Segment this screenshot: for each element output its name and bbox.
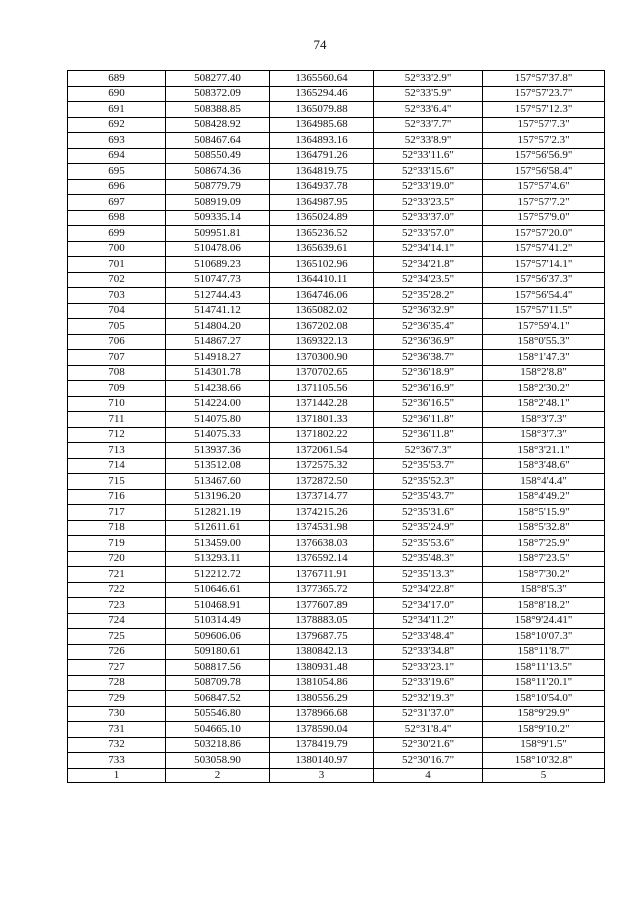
y-coordinate-cell: 1376638.03 bbox=[270, 536, 374, 552]
y-coordinate-cell: 1380556.29 bbox=[270, 691, 374, 707]
point-number-cell: 690 bbox=[68, 86, 166, 102]
longitude-cell: 158°5'15.9" bbox=[483, 505, 605, 521]
latitude-cell: 52°33'11.6" bbox=[374, 148, 483, 164]
point-number-cell: 726 bbox=[68, 644, 166, 660]
point-number-cell: 704 bbox=[68, 303, 166, 319]
point-number-cell: 694 bbox=[68, 148, 166, 164]
longitude-cell: 157°56'54.4" bbox=[483, 288, 605, 304]
longitude-cell: 158°11'8.7" bbox=[483, 644, 605, 660]
table-row bbox=[68, 520, 605, 536]
longitude-cell: 157°57'20.0" bbox=[483, 226, 605, 242]
longitude-cell: 158°10'32.8" bbox=[483, 753, 605, 769]
latitude-cell: 52°34'14.1" bbox=[374, 241, 483, 257]
latitude-cell: 52°33'23.5" bbox=[374, 195, 483, 211]
y-coordinate-cell: 1365024.89 bbox=[270, 210, 374, 226]
y-coordinate-cell: 1364937.78 bbox=[270, 179, 374, 195]
longitude-cell: 158°10'54.0" bbox=[483, 691, 605, 707]
point-number-cell: 712 bbox=[68, 427, 166, 443]
table-row bbox=[68, 350, 605, 366]
x-coordinate-cell: 509606.06 bbox=[166, 629, 270, 645]
point-number-cell: 717 bbox=[68, 505, 166, 521]
latitude-cell: 52°33'19.6" bbox=[374, 675, 483, 691]
point-number-cell: 696 bbox=[68, 179, 166, 195]
latitude-cell: 52°33'2.9" bbox=[374, 71, 483, 87]
longitude-cell: 158°2'30.2" bbox=[483, 381, 605, 397]
longitude-cell: 158°10'07.3" bbox=[483, 629, 605, 645]
table-row bbox=[68, 241, 605, 257]
x-coordinate-cell: 513467.60 bbox=[166, 474, 270, 490]
latitude-cell: 52°33'6.4" bbox=[374, 102, 483, 118]
point-number-cell: 701 bbox=[68, 257, 166, 273]
latitude-cell: 52°36'18.9" bbox=[374, 365, 483, 381]
y-coordinate-cell: 1371442.28 bbox=[270, 396, 374, 412]
y-coordinate-cell: 1364746.06 bbox=[270, 288, 374, 304]
table-body bbox=[68, 71, 605, 769]
x-coordinate-cell: 513459.00 bbox=[166, 536, 270, 552]
y-coordinate-cell: 1365294.46 bbox=[270, 86, 374, 102]
x-coordinate-cell: 503058.90 bbox=[166, 753, 270, 769]
latitude-cell: 52°36'16.5" bbox=[374, 396, 483, 412]
column-number-row bbox=[68, 768, 605, 782]
y-coordinate-cell: 1364819.75 bbox=[270, 164, 374, 180]
table-row bbox=[68, 613, 605, 629]
latitude-cell: 52°35'24.9" bbox=[374, 520, 483, 536]
point-number-cell: 720 bbox=[68, 551, 166, 567]
point-number-cell: 715 bbox=[68, 474, 166, 490]
y-coordinate-cell: 1365082.02 bbox=[270, 303, 374, 319]
longitude-cell: 157°57'37.8" bbox=[483, 71, 605, 87]
table-row bbox=[68, 179, 605, 195]
longitude-cell: 158°9'29.9" bbox=[483, 706, 605, 722]
point-number-cell: 727 bbox=[68, 660, 166, 676]
y-coordinate-cell: 1378419.79 bbox=[270, 737, 374, 753]
point-number-cell: 729 bbox=[68, 691, 166, 707]
longitude-cell: 157°57'9.0" bbox=[483, 210, 605, 226]
x-coordinate-cell: 514301.78 bbox=[166, 365, 270, 381]
x-coordinate-cell: 512821.19 bbox=[166, 505, 270, 521]
latitude-cell: 52°30'21.6" bbox=[374, 737, 483, 753]
column-number-4: 4 bbox=[374, 768, 483, 782]
latitude-cell: 52°35'53.6" bbox=[374, 536, 483, 552]
table-row bbox=[68, 427, 605, 443]
point-number-cell: 707 bbox=[68, 350, 166, 366]
table-row bbox=[68, 629, 605, 645]
x-coordinate-cell: 510689.23 bbox=[166, 257, 270, 273]
point-number-cell: 713 bbox=[68, 443, 166, 459]
point-number-cell: 730 bbox=[68, 706, 166, 722]
table-row bbox=[68, 412, 605, 428]
y-coordinate-cell: 1380842.13 bbox=[270, 644, 374, 660]
latitude-cell: 52°36'36.9" bbox=[374, 334, 483, 350]
x-coordinate-cell: 508372.09 bbox=[166, 86, 270, 102]
x-coordinate-cell: 504665.10 bbox=[166, 722, 270, 738]
latitude-cell: 52°35'52.3" bbox=[374, 474, 483, 490]
x-coordinate-cell: 508709.78 bbox=[166, 675, 270, 691]
table-row bbox=[68, 226, 605, 242]
point-number-cell: 719 bbox=[68, 536, 166, 552]
table-row bbox=[68, 675, 605, 691]
y-coordinate-cell: 1376711.91 bbox=[270, 567, 374, 583]
longitude-cell: 157°56'58.4" bbox=[483, 164, 605, 180]
point-number-cell: 710 bbox=[68, 396, 166, 412]
point-number-cell: 721 bbox=[68, 567, 166, 583]
longitude-cell: 157°57'41.2" bbox=[483, 241, 605, 257]
y-coordinate-cell: 1374215.26 bbox=[270, 505, 374, 521]
longitude-cell: 158°0'55.3" bbox=[483, 334, 605, 350]
table-row bbox=[68, 505, 605, 521]
table-row bbox=[68, 536, 605, 552]
y-coordinate-cell: 1365102.96 bbox=[270, 257, 374, 273]
table-row bbox=[68, 443, 605, 459]
longitude-cell: 158°4'4.4" bbox=[483, 474, 605, 490]
y-coordinate-cell: 1372575.32 bbox=[270, 458, 374, 474]
latitude-cell: 52°33'48.4" bbox=[374, 629, 483, 645]
x-coordinate-cell: 509180.61 bbox=[166, 644, 270, 660]
table-row bbox=[68, 706, 605, 722]
longitude-cell: 158°7'30.2" bbox=[483, 567, 605, 583]
page-number: 74 bbox=[313, 37, 327, 52]
table-row bbox=[68, 660, 605, 676]
table-row bbox=[68, 195, 605, 211]
y-coordinate-cell: 1380140.97 bbox=[270, 753, 374, 769]
table-row bbox=[68, 381, 605, 397]
y-coordinate-cell: 1378966.68 bbox=[270, 706, 374, 722]
latitude-cell: 52°30'16.7" bbox=[374, 753, 483, 769]
y-coordinate-cell: 1365560.64 bbox=[270, 71, 374, 87]
point-number-cell: 714 bbox=[68, 458, 166, 474]
coordinates-table bbox=[67, 70, 605, 783]
longitude-cell: 158°8'5.3" bbox=[483, 582, 605, 598]
table-row bbox=[68, 567, 605, 583]
table-row bbox=[68, 474, 605, 490]
x-coordinate-cell: 514238.66 bbox=[166, 381, 270, 397]
column-number-1: 1 bbox=[68, 768, 166, 782]
point-number-cell: 693 bbox=[68, 133, 166, 149]
latitude-cell: 52°36'32.9" bbox=[374, 303, 483, 319]
latitude-cell: 52°31'8.4" bbox=[374, 722, 483, 738]
x-coordinate-cell: 508428.92 bbox=[166, 117, 270, 133]
x-coordinate-cell: 510747.73 bbox=[166, 272, 270, 288]
point-number-cell: 708 bbox=[68, 365, 166, 381]
point-number-cell: 700 bbox=[68, 241, 166, 257]
longitude-cell: 158°3'48.6" bbox=[483, 458, 605, 474]
table-row bbox=[68, 365, 605, 381]
latitude-cell: 52°35'48.3" bbox=[374, 551, 483, 567]
point-number-cell: 718 bbox=[68, 520, 166, 536]
x-coordinate-cell: 509335.14 bbox=[166, 210, 270, 226]
x-coordinate-cell: 514918.27 bbox=[166, 350, 270, 366]
point-number-cell: 706 bbox=[68, 334, 166, 350]
table-row bbox=[68, 722, 605, 738]
point-number-cell: 695 bbox=[68, 164, 166, 180]
x-coordinate-cell: 508919.09 bbox=[166, 195, 270, 211]
x-coordinate-cell: 508674.36 bbox=[166, 164, 270, 180]
y-coordinate-cell: 1364985.68 bbox=[270, 117, 374, 133]
latitude-cell: 52°36'7.3" bbox=[374, 443, 483, 459]
x-coordinate-cell: 509951.81 bbox=[166, 226, 270, 242]
table-row bbox=[68, 102, 605, 118]
x-coordinate-cell: 508277.40 bbox=[166, 71, 270, 87]
latitude-cell: 52°33'15.6" bbox=[374, 164, 483, 180]
latitude-cell: 52°33'8.9" bbox=[374, 133, 483, 149]
longitude-cell: 158°11'20.1" bbox=[483, 675, 605, 691]
table-row bbox=[68, 582, 605, 598]
latitude-cell: 52°35'28.2" bbox=[374, 288, 483, 304]
x-coordinate-cell: 514741.12 bbox=[166, 303, 270, 319]
y-coordinate-cell: 1376592.14 bbox=[270, 551, 374, 567]
x-coordinate-cell: 510478.06 bbox=[166, 241, 270, 257]
latitude-cell: 52°36'38.7" bbox=[374, 350, 483, 366]
latitude-cell: 52°33'37.0" bbox=[374, 210, 483, 226]
longitude-cell: 158°8'18.2" bbox=[483, 598, 605, 614]
latitude-cell: 52°35'31.6" bbox=[374, 505, 483, 521]
x-coordinate-cell: 510314.49 bbox=[166, 613, 270, 629]
point-number-cell: 733 bbox=[68, 753, 166, 769]
x-coordinate-cell: 510646.61 bbox=[166, 582, 270, 598]
point-number-cell: 698 bbox=[68, 210, 166, 226]
latitude-cell: 52°33'19.0" bbox=[374, 179, 483, 195]
longitude-cell: 158°3'21.1" bbox=[483, 443, 605, 459]
table-row bbox=[68, 737, 605, 753]
longitude-cell: 158°3'7.3" bbox=[483, 412, 605, 428]
y-coordinate-cell: 1371802.22 bbox=[270, 427, 374, 443]
y-coordinate-cell: 1365079.88 bbox=[270, 102, 374, 118]
table-row bbox=[68, 86, 605, 102]
longitude-cell: 157°56'37.3" bbox=[483, 272, 605, 288]
x-coordinate-cell: 506847.52 bbox=[166, 691, 270, 707]
table-row bbox=[68, 71, 605, 87]
x-coordinate-cell: 510468.91 bbox=[166, 598, 270, 614]
x-coordinate-cell: 512212.72 bbox=[166, 567, 270, 583]
table-row bbox=[68, 257, 605, 273]
latitude-cell: 52°33'5.9" bbox=[374, 86, 483, 102]
x-coordinate-cell: 513196.20 bbox=[166, 489, 270, 505]
x-coordinate-cell: 508817.56 bbox=[166, 660, 270, 676]
table-row bbox=[68, 319, 605, 335]
longitude-cell: 158°3'7.3" bbox=[483, 427, 605, 443]
x-coordinate-cell: 513937.36 bbox=[166, 443, 270, 459]
latitude-cell: 52°34'11.2" bbox=[374, 613, 483, 629]
x-coordinate-cell: 513512.08 bbox=[166, 458, 270, 474]
table-row bbox=[68, 148, 605, 164]
table-row bbox=[68, 133, 605, 149]
y-coordinate-cell: 1377607.89 bbox=[270, 598, 374, 614]
table-row bbox=[68, 288, 605, 304]
point-number-cell: 702 bbox=[68, 272, 166, 288]
point-number-cell: 691 bbox=[68, 102, 166, 118]
latitude-cell: 52°33'23.1" bbox=[374, 660, 483, 676]
longitude-cell: 158°9'24.41" bbox=[483, 613, 605, 629]
point-number-cell: 716 bbox=[68, 489, 166, 505]
point-number-cell: 731 bbox=[68, 722, 166, 738]
table-row bbox=[68, 489, 605, 505]
longitude-cell: 157°57'23.7" bbox=[483, 86, 605, 102]
latitude-cell: 52°34'17.0" bbox=[374, 598, 483, 614]
y-coordinate-cell: 1370300.90 bbox=[270, 350, 374, 366]
y-coordinate-cell: 1378883.05 bbox=[270, 613, 374, 629]
y-coordinate-cell: 1369322.13 bbox=[270, 334, 374, 350]
longitude-cell: 158°7'23.5" bbox=[483, 551, 605, 567]
point-number-cell: 705 bbox=[68, 319, 166, 335]
latitude-cell: 52°34'21.8" bbox=[374, 257, 483, 273]
y-coordinate-cell: 1377365.72 bbox=[270, 582, 374, 598]
longitude-cell: 158°1'47.3" bbox=[483, 350, 605, 366]
latitude-cell: 52°35'53.7" bbox=[374, 458, 483, 474]
point-number-cell: 732 bbox=[68, 737, 166, 753]
longitude-cell: 157°59'4.1" bbox=[483, 319, 605, 335]
table-row bbox=[68, 551, 605, 567]
point-number-cell: 723 bbox=[68, 598, 166, 614]
x-coordinate-cell: 513293.11 bbox=[166, 551, 270, 567]
longitude-cell: 157°57'7.3" bbox=[483, 117, 605, 133]
point-number-cell: 725 bbox=[68, 629, 166, 645]
point-number-cell: 692 bbox=[68, 117, 166, 133]
longitude-cell: 158°5'32.8" bbox=[483, 520, 605, 536]
x-coordinate-cell: 512611.61 bbox=[166, 520, 270, 536]
x-coordinate-cell: 514224.00 bbox=[166, 396, 270, 412]
point-number-cell: 709 bbox=[68, 381, 166, 397]
table-row bbox=[68, 691, 605, 707]
y-coordinate-cell: 1364791.26 bbox=[270, 148, 374, 164]
y-coordinate-cell: 1367202.08 bbox=[270, 319, 374, 335]
longitude-cell: 158°2'48.1" bbox=[483, 396, 605, 412]
longitude-cell: 157°57'7.2" bbox=[483, 195, 605, 211]
y-coordinate-cell: 1365639.61 bbox=[270, 241, 374, 257]
point-number-cell: 699 bbox=[68, 226, 166, 242]
longitude-cell: 158°11'13.5" bbox=[483, 660, 605, 676]
y-coordinate-cell: 1374531.98 bbox=[270, 520, 374, 536]
table-row bbox=[68, 753, 605, 769]
longitude-cell: 158°4'49.2" bbox=[483, 489, 605, 505]
y-coordinate-cell: 1371801.33 bbox=[270, 412, 374, 428]
latitude-cell: 52°36'11.8" bbox=[374, 427, 483, 443]
y-coordinate-cell: 1370702.65 bbox=[270, 365, 374, 381]
longitude-cell: 157°56'56.9" bbox=[483, 148, 605, 164]
x-coordinate-cell: 514075.33 bbox=[166, 427, 270, 443]
table-row bbox=[68, 303, 605, 319]
latitude-cell: 52°35'13.3" bbox=[374, 567, 483, 583]
longitude-cell: 158°7'25.9" bbox=[483, 536, 605, 552]
point-number-cell: 689 bbox=[68, 71, 166, 87]
point-number-cell: 703 bbox=[68, 288, 166, 304]
column-number-2: 2 bbox=[166, 768, 270, 782]
x-coordinate-cell: 503218.86 bbox=[166, 737, 270, 753]
latitude-cell: 52°33'57.0" bbox=[374, 226, 483, 242]
y-coordinate-cell: 1364410.11 bbox=[270, 272, 374, 288]
x-coordinate-cell: 514075.80 bbox=[166, 412, 270, 428]
x-coordinate-cell: 514867.27 bbox=[166, 334, 270, 350]
latitude-cell: 52°36'35.4" bbox=[374, 319, 483, 335]
y-coordinate-cell: 1380931.48 bbox=[270, 660, 374, 676]
table-row bbox=[68, 164, 605, 180]
point-number-cell: 722 bbox=[68, 582, 166, 598]
y-coordinate-cell: 1379687.75 bbox=[270, 629, 374, 645]
y-coordinate-cell: 1378590.04 bbox=[270, 722, 374, 738]
y-coordinate-cell: 1372061.54 bbox=[270, 443, 374, 459]
column-number-5: 5 bbox=[483, 768, 605, 782]
longitude-cell: 157°57'4.6" bbox=[483, 179, 605, 195]
point-number-cell: 697 bbox=[68, 195, 166, 211]
table-row bbox=[68, 272, 605, 288]
y-coordinate-cell: 1371105.56 bbox=[270, 381, 374, 397]
x-coordinate-cell: 508779.79 bbox=[166, 179, 270, 195]
x-coordinate-cell: 512744.43 bbox=[166, 288, 270, 304]
table-row bbox=[68, 396, 605, 412]
latitude-cell: 52°36'16.9" bbox=[374, 381, 483, 397]
x-coordinate-cell: 508467.64 bbox=[166, 133, 270, 149]
latitude-cell: 52°32'19.3" bbox=[374, 691, 483, 707]
y-coordinate-cell: 1381054.86 bbox=[270, 675, 374, 691]
table-row bbox=[68, 644, 605, 660]
latitude-cell: 52°31'37.0" bbox=[374, 706, 483, 722]
y-coordinate-cell: 1365236.52 bbox=[270, 226, 374, 242]
table-row bbox=[68, 598, 605, 614]
x-coordinate-cell: 505546.80 bbox=[166, 706, 270, 722]
table-row bbox=[68, 334, 605, 350]
x-coordinate-cell: 508388.85 bbox=[166, 102, 270, 118]
longitude-cell: 157°57'12.3" bbox=[483, 102, 605, 118]
column-number-3: 3 bbox=[270, 768, 374, 782]
table-row bbox=[68, 458, 605, 474]
y-coordinate-cell: 1373714.77 bbox=[270, 489, 374, 505]
y-coordinate-cell: 1364987.95 bbox=[270, 195, 374, 211]
x-coordinate-cell: 508550.49 bbox=[166, 148, 270, 164]
latitude-cell: 52°34'22.8" bbox=[374, 582, 483, 598]
y-coordinate-cell: 1372872.50 bbox=[270, 474, 374, 490]
longitude-cell: 157°57'2.3" bbox=[483, 133, 605, 149]
latitude-cell: 52°33'7.7" bbox=[374, 117, 483, 133]
point-number-cell: 724 bbox=[68, 613, 166, 629]
latitude-cell: 52°36'11.8" bbox=[374, 412, 483, 428]
table-row bbox=[68, 210, 605, 226]
latitude-cell: 52°35'43.7" bbox=[374, 489, 483, 505]
latitude-cell: 52°33'34.8" bbox=[374, 644, 483, 660]
latitude-cell: 52°34'23.5" bbox=[374, 272, 483, 288]
x-coordinate-cell: 514804.20 bbox=[166, 319, 270, 335]
point-number-cell: 728 bbox=[68, 675, 166, 691]
y-coordinate-cell: 1364893.16 bbox=[270, 133, 374, 149]
longitude-cell: 158°9'1.5" bbox=[483, 737, 605, 753]
longitude-cell: 157°57'11.5" bbox=[483, 303, 605, 319]
longitude-cell: 157°57'14.1" bbox=[483, 257, 605, 273]
longitude-cell: 158°9'10.2" bbox=[483, 722, 605, 738]
table-row bbox=[68, 117, 605, 133]
longitude-cell: 158°2'8.8" bbox=[483, 365, 605, 381]
point-number-cell: 711 bbox=[68, 412, 166, 428]
